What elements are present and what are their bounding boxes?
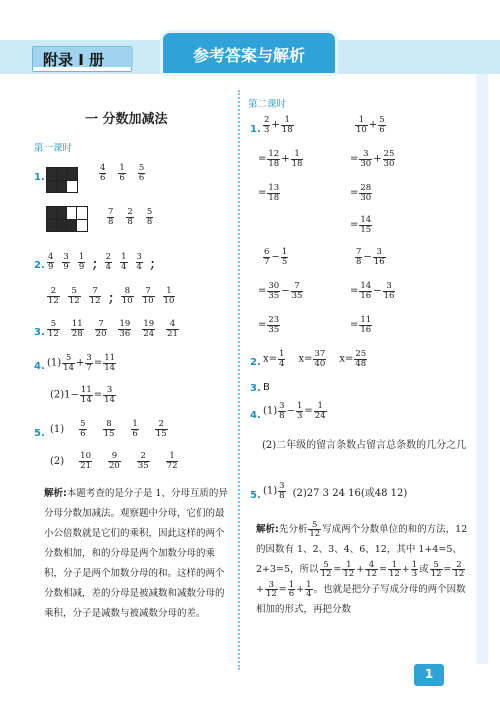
q5-2-line: (2) $\frac{10}{21}$ $\frac{9}{20}$ $\frac{2}{35}$ $\frac{1}{72}$ [50, 451, 178, 471]
header-title: 参考答案与解析 [192, 46, 305, 65]
fraction: $\frac{7}{35}$ [291, 281, 303, 301]
fraction: $\frac{25}{30}$ [383, 149, 395, 169]
r-q2-line: x= $\frac{1}{4}$ x= $\frac{37}{40}$ x= $\frac{25}{48}$ [263, 349, 367, 369]
fraction: $\frac{1}{10}$ [356, 115, 367, 135]
q5-frac: $\frac{2}{35}$ [137, 451, 149, 471]
fraction: $\frac{30}{35}$ [268, 281, 280, 301]
q5-frac: $\frac{2}{15}$ [155, 419, 167, 439]
r-q3-number: 3. [250, 383, 261, 394]
q3-row [46, 320, 180, 338]
fraction: $\frac{5}{14}$ [63, 353, 74, 373]
q1a-answers [98, 164, 146, 182]
q3-frac: $\frac{19}{24}$ [143, 319, 155, 339]
r-q2-number: 2. [250, 357, 261, 368]
q1a-grid [46, 167, 78, 193]
calc-line: = $\frac{28}{30}$ [350, 183, 372, 203]
fraction: $\frac{28}{30}$ [360, 183, 372, 203]
r-q4-number: 4. [250, 410, 261, 421]
lesson-2-label: 第二课时 [248, 99, 287, 110]
calc-line: $\frac{1}{10}$ + $\frac{5}{6}$ [356, 115, 385, 135]
fraction: $\frac{11}{14}$ [80, 385, 92, 405]
q5-number: 5. [34, 428, 45, 439]
right-explain-label: 解析: [256, 524, 279, 535]
q2-frac: $\frac{8}{10}$ [121, 286, 133, 306]
q3-frac: $\frac{7}{20}$ [95, 319, 107, 339]
fraction: $\frac{25}{48}$ [355, 349, 367, 369]
fraction: $\frac{1}{3}$ [296, 401, 303, 421]
fraction: $\frac{1}{18}$ [281, 115, 293, 135]
fraction: $\frac{6}{7}$ [264, 247, 270, 267]
q1b-answers [106, 208, 154, 226]
q2-frac: $\frac{5}{12}$ [68, 286, 80, 306]
q5-frac: $\frac{8}{15}$ [103, 419, 115, 439]
q1b-frac-0: $\frac{7}{8}$ [108, 207, 114, 227]
left-explanation [44, 484, 230, 624]
fraction: $\frac{7}{8}$ [356, 247, 362, 267]
lesson-1-label: 第一课时 [34, 143, 73, 154]
left-explain-text: 本题考查的是分子是 1、分母互质的异分母分数加减法。观察题中分母，它们的最小公倍数就是它们的乘积，因此这样的两个分数相加，和的分母是两个加数分母的乘积，分子是两个加数分母的和。这样的两个分数相减，差的分母是被减数和减数分母的乘积，分子是减数与被减数分母的差。 [44, 488, 228, 619]
fraction: $\frac{3}{14}$ [104, 385, 115, 405]
r-q4-1-line: (1) $\frac{3}{8}$ − $\frac{1}{3}$ = $\frac{1}{24}$ [263, 401, 326, 421]
calc-line: = $\frac{30}{35}$ − $\frac{7}{35}$ [258, 281, 303, 301]
q5-frac: $\frac{5}{6}$ [80, 419, 86, 439]
fraction: $\frac{3}{16}$ [373, 247, 385, 267]
header-title-box [160, 30, 338, 76]
fraction: $\frac{14}{16}$ [360, 281, 372, 301]
calc-line: = $\frac{23}{35}$ [258, 315, 280, 335]
q4-number: 4. [34, 361, 45, 372]
q3-frac: $\frac{11}{28}$ [71, 319, 83, 339]
fraction: $\frac{3}{16}$ [383, 281, 395, 301]
calc-line: = $\frac{3}{30}$ + $\frac{25}{30}$ [350, 149, 395, 169]
q2-frac: $\frac{3}{9}$ [63, 252, 69, 272]
r-q5-line: (1) $\frac{3}{8}$ (2)27 3 24 16(或48 12) [263, 481, 408, 501]
q2-frac: $\frac{1}{4}$ [121, 252, 127, 272]
q4-1-line: (1) $\frac{5}{14}$ + $\frac{3}{7}$ = $\frac{11}{14}$ [47, 353, 116, 373]
q3-frac: $\frac{4}{21}$ [167, 319, 178, 339]
fraction: $\frac{3}{30}$ [360, 149, 372, 169]
q5-frac: $\frac{1}{72}$ [166, 451, 178, 471]
fraction: $\frac{37}{40}$ [314, 349, 326, 369]
q1-number: 1. [34, 172, 45, 183]
fraction: $\frac{14}{15}$ [360, 215, 372, 235]
q2-frac: $\frac{4}{9}$ [48, 252, 54, 272]
q3-frac: $\frac{19}{36}$ [119, 319, 131, 339]
q2-row1: $\frac{4}{9}$ $\frac{3}{9}$ $\frac{1}{9}$ ; $\frac{2}{4}$ $\frac{1}{4}$ $\frac{3}{4}$ ; [48, 252, 156, 272]
q1b-frac-2: $\frac{5}{8}$ [146, 207, 153, 227]
q1a-frac-0: $\frac{4}{6}$ [100, 163, 106, 183]
right-explanation: 解析:先分析 $\frac{5}{12}$ 写成两个分数单位的和的方法，12 的因数有 1、2、3、4、6、12，其中 1+4=5、2+3=5，所以 $\frac{5}{12}$ = $\frac{1}{12}$ + $\frac{4}{12}$ = $\frac{1}{12}$ + $\frac{1}{3}$ 或 $\frac{5}{12}$ = $\frac{2}{12}$ + $\frac{3}{12}$ = $\frac{1}{6}$ + $\frac{1}{4}$ 。也就是把分子写成分母的两个因数相加的形式，再把分数 [256, 519, 468, 615]
q2-frac: $\frac{1}{9}$ [78, 252, 85, 272]
fraction: $\frac{13}{18}$ [268, 183, 280, 203]
q1a-frac-2: $\frac{5}{6}$ [138, 163, 145, 183]
q4-2-line: (2)1− $\frac{11}{14}$ = $\frac{3}{14}$ [50, 385, 115, 405]
q1b-frac-1: $\frac{2}{8}$ [127, 207, 133, 227]
header-tab-label: 附录 I 册 [43, 51, 105, 69]
fraction: $\frac{3}{8}$ [279, 401, 285, 421]
q5-1-line: (1) $\frac{5}{6}$ $\frac{8}{15}$ $\frac{1}{6}$ $\frac{2}{15}$ [50, 419, 167, 439]
fraction: $\frac{3}{7}$ [86, 353, 92, 373]
q5-frac: $\frac{1}{6}$ [132, 419, 138, 439]
calc-line: $\frac{7}{8}$ − $\frac{3}{16}$ [356, 247, 385, 267]
fraction: $\frac{5}{6}$ [379, 115, 385, 135]
q3-number: 3. [34, 327, 45, 338]
fraction: $\frac{1}{4}$ [279, 349, 285, 369]
q2-frac: $\frac{7}{10}$ [142, 286, 154, 306]
q5-frac: $\frac{10}{21}$ [80, 451, 91, 471]
calc-line: = $\frac{13}{18}$ [258, 183, 280, 203]
calc-line: $\frac{6}{7}$ − $\frac{1}{5}$ [264, 247, 288, 267]
q2-frac: $\frac{2}{12}$ [48, 286, 59, 306]
header-tab [32, 46, 132, 72]
fraction: $\frac{1}{18}$ [291, 149, 303, 169]
r-q4-2-text: (2)二年级的留言条数占留言总条数的几分之几 [262, 440, 467, 451]
section-title: 一 分数加减法 [85, 112, 168, 127]
q1a-frac-1: $\frac{1}{6}$ [119, 163, 125, 183]
right-explain-2: 写成两个分数单位的和的方法，12 的因数有 1、2、3、4、6、12，其中 1+4=5、2+3=5，所以 [256, 524, 468, 575]
right-sidebar [476, 74, 488, 664]
page-number: 1 [424, 667, 434, 681]
q2-frac: $\frac{7}{12}$ [89, 286, 101, 306]
fraction: $\frac{2}{3}$ [264, 115, 270, 135]
left-explain-label: 解析: [44, 488, 67, 499]
calc-line: $\frac{2}{3}$ + $\frac{1}{18}$ [264, 115, 293, 135]
calc-line: = $\frac{14}{16}$ − $\frac{3}{16}$ [350, 281, 395, 301]
r-q5-number: 5. [250, 490, 261, 501]
fraction: $\frac{11}{14}$ [104, 353, 116, 373]
r-q1-number: 1. [250, 124, 261, 135]
calc-line: = $\frac{11}{16}$ [350, 315, 372, 335]
q2-frac: $\frac{1}{10}$ [163, 286, 175, 306]
q2-frac: $\frac{3}{4}$ [136, 252, 142, 272]
calc-line: = $\frac{12}{18}$ + $\frac{1}{18}$ [258, 149, 303, 169]
fraction: $\frac{11}{16}$ [360, 315, 372, 335]
q2-frac: $\frac{2}{4}$ [105, 252, 112, 272]
fraction: $\frac{12}{18}$ [268, 149, 280, 169]
right-explain-1: 先分析 [278, 524, 308, 535]
column-divider [238, 90, 240, 670]
r-q3-answer: B [263, 382, 270, 393]
fraction: $\frac{23}{35}$ [268, 315, 280, 335]
calc-line: = $\frac{14}{15}$ [350, 215, 372, 235]
q2-number: 2. [34, 260, 45, 271]
q3-frac: $\frac{5}{12}$ [48, 319, 59, 339]
right-explain-frac: $\frac{5}{12}$ [309, 519, 321, 539]
page-number-box [414, 664, 444, 686]
q1b-grid [46, 206, 88, 232]
fraction: $\frac{1}{24}$ [314, 401, 326, 421]
fraction: $\frac{3}{8}$ [279, 481, 285, 501]
q2-row2: $\frac{2}{12}$ $\frac{5}{12}$ $\frac{7}{12}$ ; $\frac{8}{10}$ $\frac{7}{10}$ $\frac{1}{10}$ [48, 286, 175, 306]
right-explain-3: 也就是把分子写成分母的两个因数相加的形式，再把分数 [256, 584, 466, 615]
fraction: $\frac{1}{5}$ [281, 247, 288, 267]
q5-frac: $\frac{9}{20}$ [109, 451, 120, 471]
